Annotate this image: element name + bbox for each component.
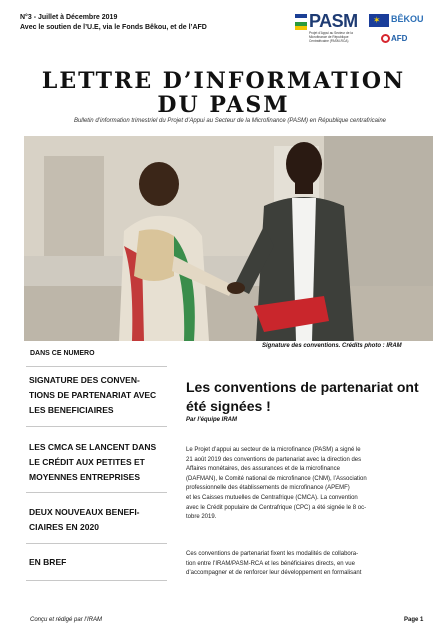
text-line: Ces conventions de partenariat fixent les modalités de collabora- [186,551,359,557]
toc-item-line: LES BENEFICIAIRES [29,405,114,415]
masthead-subtitle: Bulletin d’information trimestriel du Projet d’Appui au Secteur de la Microfinance (PASM) en République centrafricaine [73,118,387,124]
toc-heading: DANS CE NUMERO [30,350,95,357]
issue-info [20,13,207,33]
masthead-title-line2: DU PASM [157,92,290,118]
bekou-logo: BÊKOU [391,14,424,24]
car-flag-icon [295,14,307,30]
text-line: avec le Crédit populaire de Centrafrique (CPC) a été signée le 8 oc- [186,504,367,511]
support-line: Avec le soutien de l’U.E, via le Fonds Bêkou, et de l’AFD [20,24,207,31]
toc-divider [26,426,167,427]
toc-item-line: DEUX NOUVEAUX BENEFI- [29,507,140,517]
toc-divider [26,580,167,581]
partner-logos [295,12,427,52]
toc-divider [26,543,167,544]
toc-item-line: EN BREF [29,557,67,567]
toc-item-line: CIAIRES EN 2020 [29,522,99,532]
signing-ceremony-photo [24,136,433,341]
article-paragraph-1 [186,446,430,523]
page-number: Page 1 [404,617,424,623]
text-line: (DAFMAN), le Comité national de microfinance (CNM), l’Association [186,475,367,482]
article-paragraph-2 [186,550,430,579]
text-line: d’accompagner et de renforcer leur développement en formalisant [186,570,362,577]
text-line: Affaires monétaires, des assurances et de la microfinance [186,466,340,473]
text-line: 21 août 2019 des conventions de partenariat avec la direction des [186,456,362,463]
article-title-line: été signées ! [186,398,271,414]
masthead-title-line1: LETTRE D’INFORMATION [41,68,406,94]
article-title [186,378,431,416]
text-line: Le Projet d’appui au secteur de la microfinance (PASM) a signé le [186,447,361,453]
cover-photo [24,136,433,341]
pasm-logo: PASM [309,11,358,31]
toc-divider [26,492,167,493]
toc-item-line: SIGNATURE DES CONVEN- [29,375,140,385]
footer-credit: Conçu et rédigé par l’IRAM [30,617,103,623]
photo-caption: Signature des conventions. Crédits photo : IRAM [262,343,402,349]
text-line: et les Caisses mutuelles de Centrafrique (CMCA). La convention [186,494,358,501]
toc-item-line: LES CMCA SE LANCENT DANS [29,442,157,452]
toc-item-line: TIONS DE PARTENARIAT AVEC [29,390,157,400]
toc-item-cmca[interactable] [29,440,164,485]
eu-flag-icon: ✶ [369,14,389,27]
afd-logo: AFD [391,34,408,43]
toc-divider [26,366,167,367]
toc-item-line: MOYENNES ENTREPRISES [29,472,140,482]
text-line: tobre 2019. [186,514,217,521]
text-line: professionnelle des établissements de microfinance (APEMF) [186,485,350,492]
toc-item-signature[interactable] [29,373,164,418]
toc-item-line: LE CRÉDIT AUX PETITES ET [29,457,145,467]
article-byline: Par l’équipe IRAM [186,417,238,423]
toc-item-beneficiaires[interactable] [29,505,164,535]
issue-number: N°3 - Juillet à Décembre 2019 [20,14,118,21]
afd-mark-icon [381,34,390,43]
pasm-tagline: Projet d’Appui au Secteur de la Microfinance de République Centrafricaine (PASM-RCA) [309,31,353,43]
text-line: tion entre l’IRAM/PASM-RCA et les bénéficiaires directs, en vue [186,560,355,567]
article-title-line: Les conventions de partenariat ont [186,379,419,395]
toc-item-en-bref[interactable] [29,555,164,570]
